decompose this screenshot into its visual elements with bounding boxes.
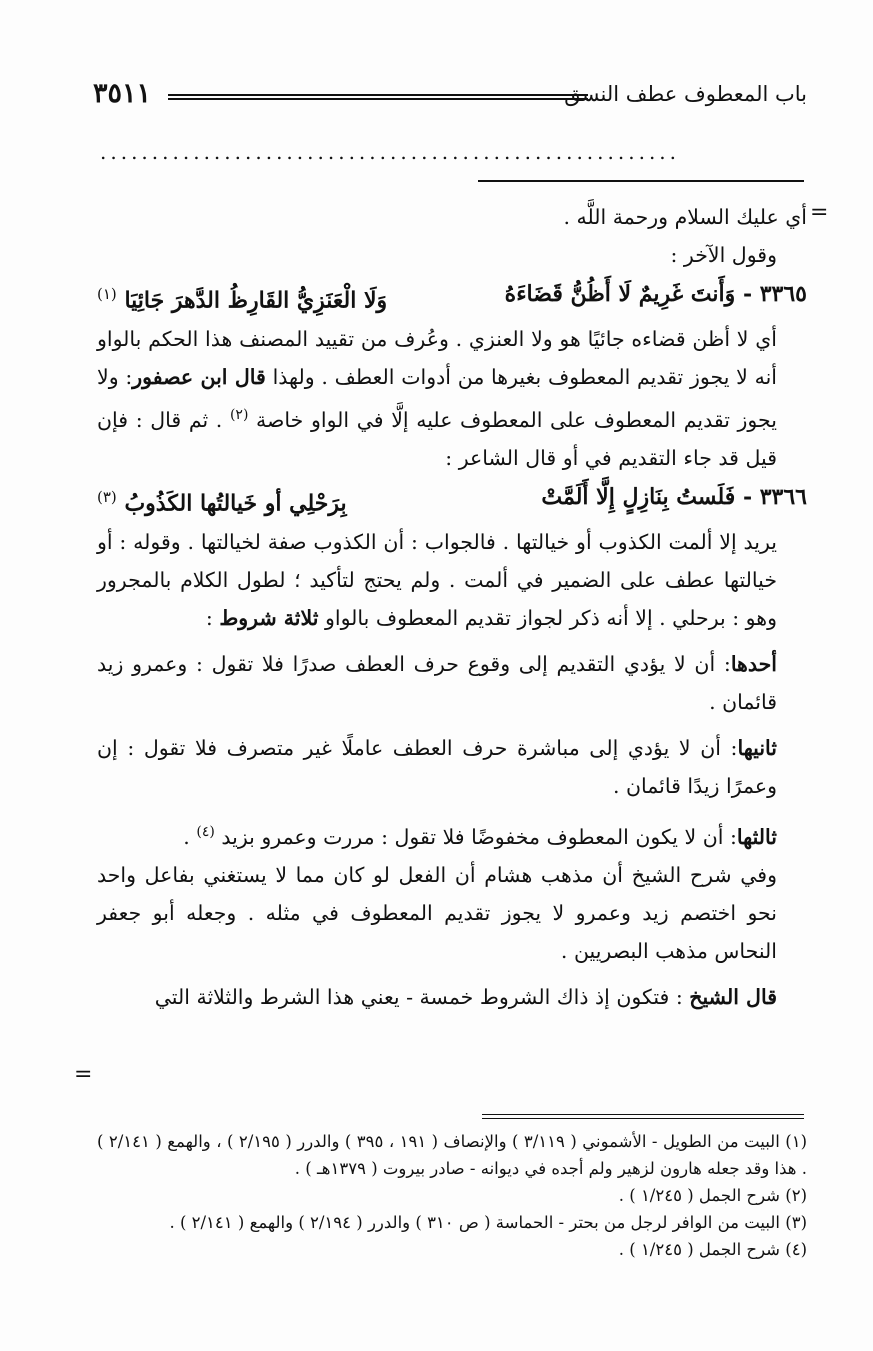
chapter-title: باب المعطوف عطف النسق (564, 82, 807, 106)
paragraph: قال الشيخ : فتكون إذ ذاك الشروط خمسة - يعني هذا الشرط والثلاثة التي (154, 985, 777, 1010)
paragraph: وفي شرح الشيخ أن مذهب هشام أن الفعل لو كان مما لا يستغني بفاعل واحد نحو اختصم زيد وعمرو لا يجوز تقديم المعطوف في مثله . وجعله أبو جعفر النحاس مذهب البصريين . (97, 863, 777, 964)
footnote-ref: (٣) (97, 488, 117, 507)
verse-first-half: ٣٣٦٦ - فَلَستُ بِنَازِلٍ إِلَّا أَلَمَّتْ (541, 484, 807, 511)
footnotes (97, 1128, 807, 1263)
verse-3366 (97, 477, 807, 523)
conditions-heading: ثلاثة شروط (219, 606, 319, 631)
condition-1: أحدها: أن لا يؤدي التقديم إلى وقوع حرف العطف صدرًا فلا تقول : وعمرو زيد قائمان . (97, 652, 777, 715)
verse-second-half: بِرَحْلِي أو خَيالتُها الكَذُوبُ $^{(٣)}$ (97, 488, 347, 517)
main-text (97, 198, 807, 1016)
paragraph: يريد إلا ألمت الكذوب أو خيالتها . فالجواب : أن الكذوب صفة لخيالتها . وقوله : أو خيالتها عطف على الضمير في ألمت . ولم يحتج لتأكيد ؛ لطول الكلام بالمجرور وهو : برحلي . إلا أنه ذكر لجواز تقديم المعطوف بالواو ثلاثة شروط : (97, 530, 777, 631)
verse-second-half: وَلَا الْعَنَزِيُّ القَارِظُ الدَّهرَ جَائِيَا $^{(١)}$ (97, 285, 388, 314)
verse-first-half: ٣٣٦٥ - وَأَنتَ غَرِيمٌ لَا أَظُنُّ قَضَاءَهُ (504, 281, 807, 307)
footnote-rule (482, 1114, 804, 1119)
footnote-ref: (٤) (196, 824, 215, 841)
page-number: ٣٥١١ (93, 78, 152, 109)
footnote-ref: (٢) (229, 407, 249, 424)
condition-3: ثالثها: أن لا يكون المعطوف مخفوضًا فلا تقول : مررت وعمرو بزيد $^{(٤)}$ . (183, 824, 777, 850)
header-rule (168, 94, 588, 100)
paragraph: أي لا أظن قضاءه جائيًا هو ولا العنزي . وعُرف من تقييد المصنف هذا الحكم بالواو أنه لا يجوز تقديم المعطوف بغيرها من أدوات العطف . ولهذا قال ابن عصفور: ولا يجوز تقديم المعطوف على المعطوف عليه إلَّا في الواو خاصة $^{(٢)}$ . ثم قال : فإن قيل قد جاء التقديم في أو قال الشاعر : (97, 327, 777, 471)
text-line: أي عليك السلام ورحمة اللَّه . (563, 205, 807, 229)
footnote: (٤) شرح الجمل ( ١/٢٤٥ ) . (618, 1240, 807, 1259)
text-line: وقول الآخر : (670, 243, 777, 267)
footnote: (٢) شرح الجمل ( ١/٢٤٥ ) . (618, 1186, 807, 1205)
verse-3365 (97, 274, 807, 320)
condition-2: ثانيها: أن لا يؤدي إلى مباشرة حرف العطف عاملًا غير متصرف فلا تقول : إن وعمرًا زيدًا قائمان . (97, 736, 777, 799)
ellipsis-divider: ........................................................ (100, 142, 681, 162)
continuation-mark: = (810, 200, 829, 225)
continuation-mark: = (74, 1062, 93, 1087)
footnote: (٣) البيت من الوافر لرجل من بحتر - الحماسة ( ص ٣١٠ ) والدرر ( ٢/١٩٤ ) والهمع ( ٢/١٤١ ) . (169, 1213, 807, 1232)
author-name: قال ابن عصفور (132, 365, 266, 390)
section-rule (478, 180, 804, 182)
footnote: (١) البيت من الطويل - الأشموني ( ٣/١١٩ ) والإنصاف ( ١٩١ ، ٣٩٥ ) والدرر ( ٢/١٩٥ ) ، والهمع ( ٢/١٤١ ) . هذا وقد جعله هارون لزهير ولم أجده في ديوانه - صادر بيروت ( ١٣٧٩هـ ) . (97, 1132, 807, 1178)
footnote-ref: (١) (97, 285, 117, 303)
